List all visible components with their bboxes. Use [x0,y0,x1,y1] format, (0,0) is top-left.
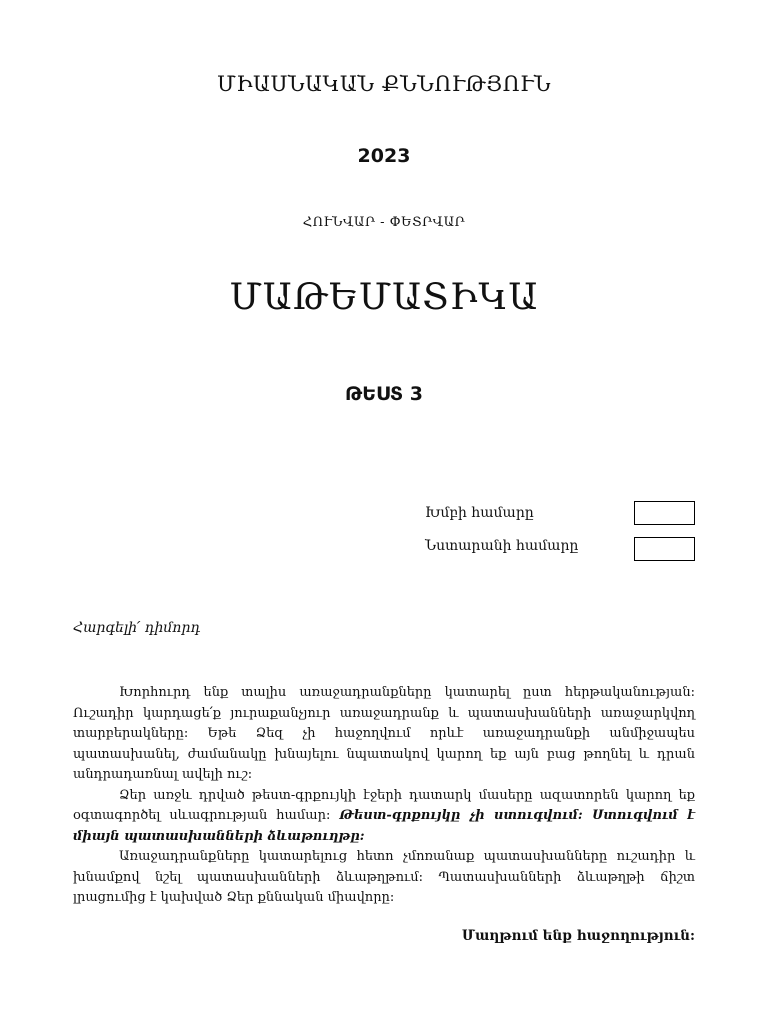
instruction-paragraph-1: Խորհուրդ ենք տալիս առաջադրանքները կատարել ըստ հերթականության: Ուշադիր կարդացե՛ք յուրաքանչյուր առաջադրանք և պատասխանների առաջարկվող տարբերակները: Եթե Ձեզ չի հաջողվում որևէ առաջադրանքի անմիջապես պատասխանել, ժամանակը խնայելու նպատակով կարող եք այն բաց թողնել և դրան անդրադառնալ ավելի ուշ: [73,685,695,782]
exam-title: ՄԻԱՍՆԱԿԱՆ ՔՆՆՈՒԹՅՈՒՆ [216,72,551,96]
group-number-label: Խմբի համարը [425,505,534,521]
exam-year: 2023 [357,145,411,167]
instruction-p2-text: Ձեր առջև դրված թեստ-գրքույկի էջերի դատարկ մասերը ազատորեն կարող եք օգտագործել սևագրության համար: [73,787,695,823]
closing-wish: Մաղթում ենք հաջողություն: [461,928,695,944]
instruction-paragraph-2 [73,786,695,848]
group-number-box[interactable] [634,501,695,525]
instruction-p2-emphasis: Թեստ-գրքույկը չի ստուգվում: Ստուգվում է միայն պատասխանների ձևաթուղթը: [73,808,695,844]
instruction-paragraph-3: Առաջադրանքները կատարելուց հետո չմոռանաք պատասխանները ուշադիր և խնամքով նշել պատասխանների ձևաթղթում: Պատասխանների ձևաթղթի ճիշտ լրացումից է կախված Ձեր քննական միավորը: [73,849,695,905]
greeting: Հարգելի՛ դիմորդ [73,620,201,636]
subject-title: ՄԱԹԵՄԱՏԻԿԱ [229,277,539,318]
test-variant: ԹԵՍՏ 3 [345,383,423,405]
bench-number-box[interactable] [634,537,695,561]
bench-number-label: Նստարանի համարը [425,538,579,554]
instructions [73,683,695,909]
exam-months: ՀՈՒՆՎԱՐ - ՓԵՏՐՎԱՐ [302,215,466,230]
